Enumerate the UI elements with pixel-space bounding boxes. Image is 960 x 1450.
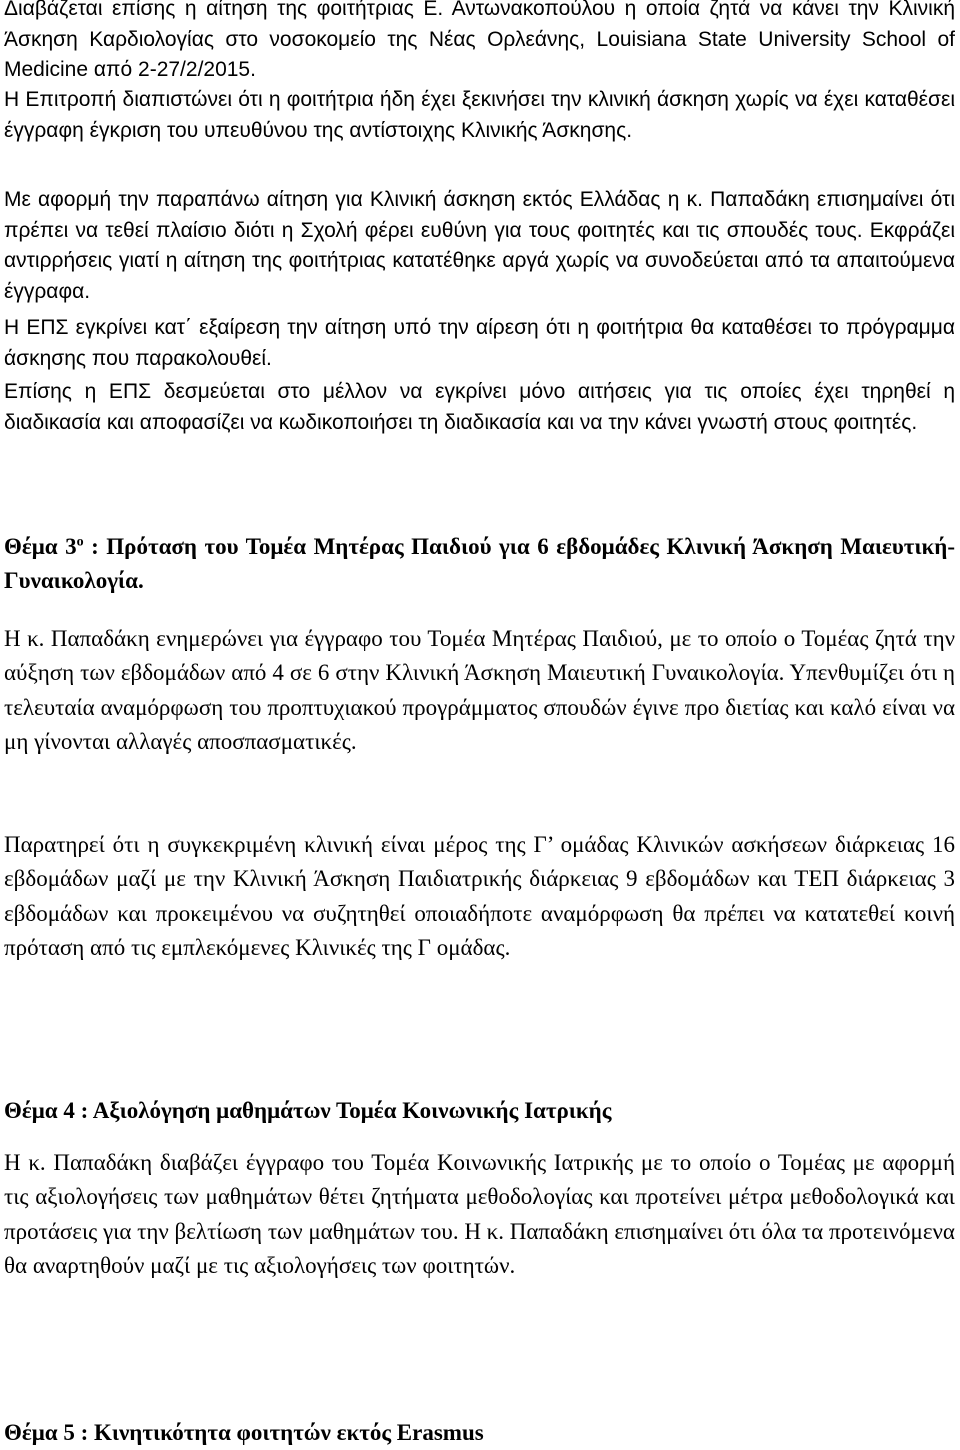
paragraph-eps-commitment: Επίσης η ΕΠΣ δεσμεύεται στο μέλλον να εγκρίνει μόνο αιτήσεις για τις οποίες έχει τηρηθεί η διαδικασία και αποφασίζει να κωδικοποιήσει τη διαδικασία και να την κάνει γνωστή στους φοιτητές. bbox=[4, 380, 955, 434]
heading-topic-3-prefix: Θέμα 3 bbox=[4, 534, 77, 559]
heading-topic-3-superscript: ο bbox=[76, 534, 84, 550]
paragraph-topic-3-observation: Παρατηρεί ότι η συγκεκριμένη κλινική είναι μέρος της Γ’ ομάδας Κλινικών ασκήσεων διάρκειας 16 εβδομάδων μαζί με την Κλινική Άσκηση Παιδιατρικής διάρκειας 9 εβδομάδων και ΤΕΠ διάρκειας 3 εβδομάδων και προκειμένου να συζητηθεί οποιαδήποτε αναμόρφωση θα πρέπει να κατατεθεί κοινή πρόταση από τις εμπλεκόμενες Κλινικές της Γ ομάδας. bbox=[4, 832, 955, 960]
paragraph-topic-3-intro: Η κ. Παπαδάκη ενημερώνει για έγγραφο του Τομέα Μητέρας Παιδιού, με το οποίο ο Τομέας ζητά την αύξηση των εβδομάδων από 4 σε 6 στην Κλινική Άσκηση Μαιευτική Γυναικολογία. Υπενθυμίζει ότι η τελευταία αναμόρφωση του προπτυχιακού προγράμματος σπουδών έγινε προ διετίας και καλό είναι να μη γίνονται αλλαγές αποσπασματικές. bbox=[4, 626, 955, 754]
paragraph-papadaki-remark: Με αφορμή την παραπάνω αίτηση για Κλινική άσκηση εκτός Ελλάδας η κ. Παπαδάκη επισημαίνει ότι πρέπει να τεθεί πλαίσιο διότι η Σχολή φέρει ευθύνη για τους φοιτητές και τις σπουδές τους. Εκφράζει αντιρρήσεις γιατί η αίτηση της φοιτήτριας κατατέθηκε αργά χωρίς να συνοδεύεται από τα απαιτούμενα έγγραφα. bbox=[4, 188, 955, 303]
paragraph-eps-approval: Η ΕΠΣ εγκρίνει κατ΄ εξαίρεση την αίτηση υπό την αίρεση ότι η φοιτήτρια θα καταθέσει το πρόγραμμα άσκησης που παρακολουθεί. bbox=[4, 316, 955, 370]
heading-topic-3 bbox=[4, 530, 955, 598]
paragraph-committee-finding: Η Επιτροπή διαπιστώνει ότι η φοιτήτρια ήδη έχει ξεκινήσει την κλινική άσκηση χωρίς να έχει καταθέσει έγγραφη έγκριση του υπευθύνου της αντίστοιχης Κλινικής Άσκησης. bbox=[4, 88, 955, 142]
heading-topic-4: Θέμα 4 : Αξιολόγηση μαθημάτων Τομέα Κοινωνικής Ιατρικής bbox=[4, 1098, 612, 1123]
heading-topic-3-title: : Πρόταση του Τομέα Μητέρας Παιδιού για 6 εβδομάδες Κλινική Άσκηση Μαιευτική-Γυναικολογία. bbox=[4, 534, 956, 593]
heading-topic-5: Θέμα 5 : Κινητικότητα φοιτητών εκτός Erasmus bbox=[4, 1420, 484, 1445]
paragraph-topic-4: Η κ. Παπαδάκη διαβάζει έγγραφο του Τομέα Κοινωνικής Ιατρικής με το οποίο ο Τομέας με αφορμή τις αξιολογήσεις των μαθημάτων θέτει ζητήματα μεθοδολογίας και προτείνει μέτρα μεθοδολογικά και προτάσεις για την βελτίωση των μαθημάτων του. Η κ. Παπαδάκη επισημαίνει ότι όλα τα προτεινόμενα θα αναρτηθούν μαζί με τις αξιολογήσεις των φοιτητών. bbox=[4, 1150, 955, 1278]
paragraph-application: Διαβάζεται επίσης η αίτηση της φοιτήτριας Ε. Αντωνακοπούλου η οποία ζητά να κάνει την Κλινική Άσκηση Καρδιολογίας στο νοσοκομείο της Νέας Ορλεάνης, Louisiana State University School of Medicine από 2-27/2/2015. bbox=[4, 0, 955, 81]
